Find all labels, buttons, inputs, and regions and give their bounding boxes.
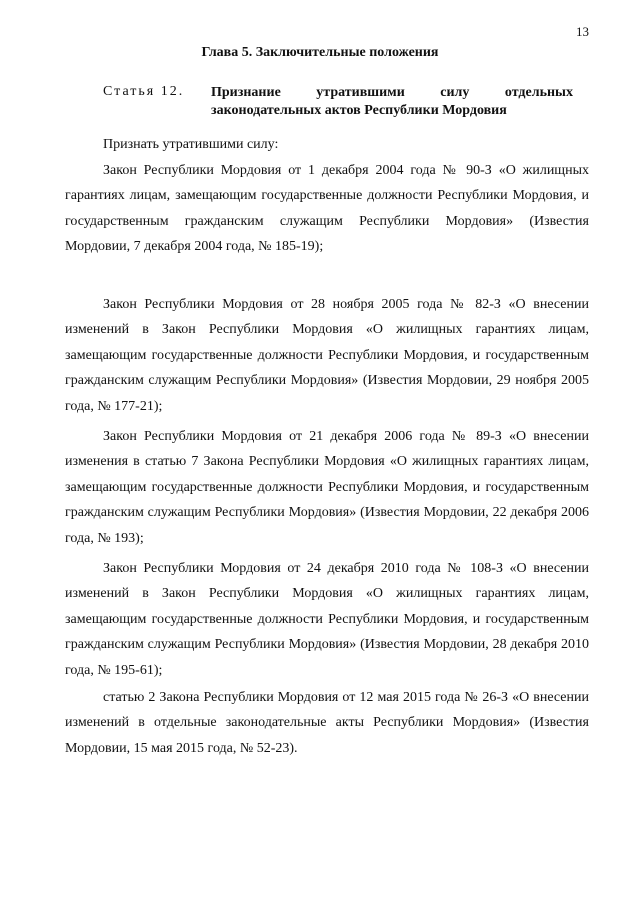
law-paragraph: Закон Республики Мордовия от 21 декабря 2006 года № 89-З «О внесении изменения в статью 7 Закона Республики Мордовия «О жилищных гарантиях лицам, замещающим государственные должности Республики Мордовия, и государственным гражданским служащим Республики Мордовия» (Известия Мордовии, 22 декабря 2006 года, № 193);: [65, 429, 589, 546]
law-paragraph: Закон Республики Мордовия от 1 декабря 2004 года № 90-З «О жилищных гарантиях лицам, замещающим государственные должности Республики Мордовия, и государственным гражданским служащим Республики Мордовия» (Известия Мордовии, 7 декабря 2004 года, № 185-19);: [65, 163, 589, 255]
law-paragraph: Закон Республики Мордовия от 24 декабря 2010 года № 108-З «О внесении изменений в Закон Республики Мордовия «О жилищных гарантиях лицам, замещающим государственные должности Республики Мордовия, и государственным гражданским служащим Республики Мордовия» (Известия Мордовии, 28 декабря 2010 года, № 195-61);: [65, 561, 589, 678]
law-paragraph: Закон Республики Мордовия от 28 ноября 2005 года № 82-З «О внесении изменений в Закон Республики Мордовия «О жилищных гарантиях лицам, замещающим государственные должности Республики Мордовия, и государственным гражданским служащим Республики Мордовия» (Известия Мордовии, 29 ноября 2005 года, № 177-21);: [65, 297, 589, 414]
law-paragraph: статью 2 Закона Республики Мордовия от 12 мая 2015 года № 26-З «О внесении изменений в отдельные законодательные акты Республики Мордовия» (Известия Мордовии, 15 мая 2015 года, № 52-23).: [65, 690, 589, 756]
article-label: Статья 12.: [103, 84, 185, 99]
chapter-title: Глава 5. Заключительные положения: [201, 45, 439, 60]
page-number: 13: [576, 24, 589, 39]
intro-text: Признать утратившими силу:: [103, 137, 279, 152]
article-title: Признание утратившими силу отдельных законодательных актов Республики Мордовия: [211, 85, 573, 118]
